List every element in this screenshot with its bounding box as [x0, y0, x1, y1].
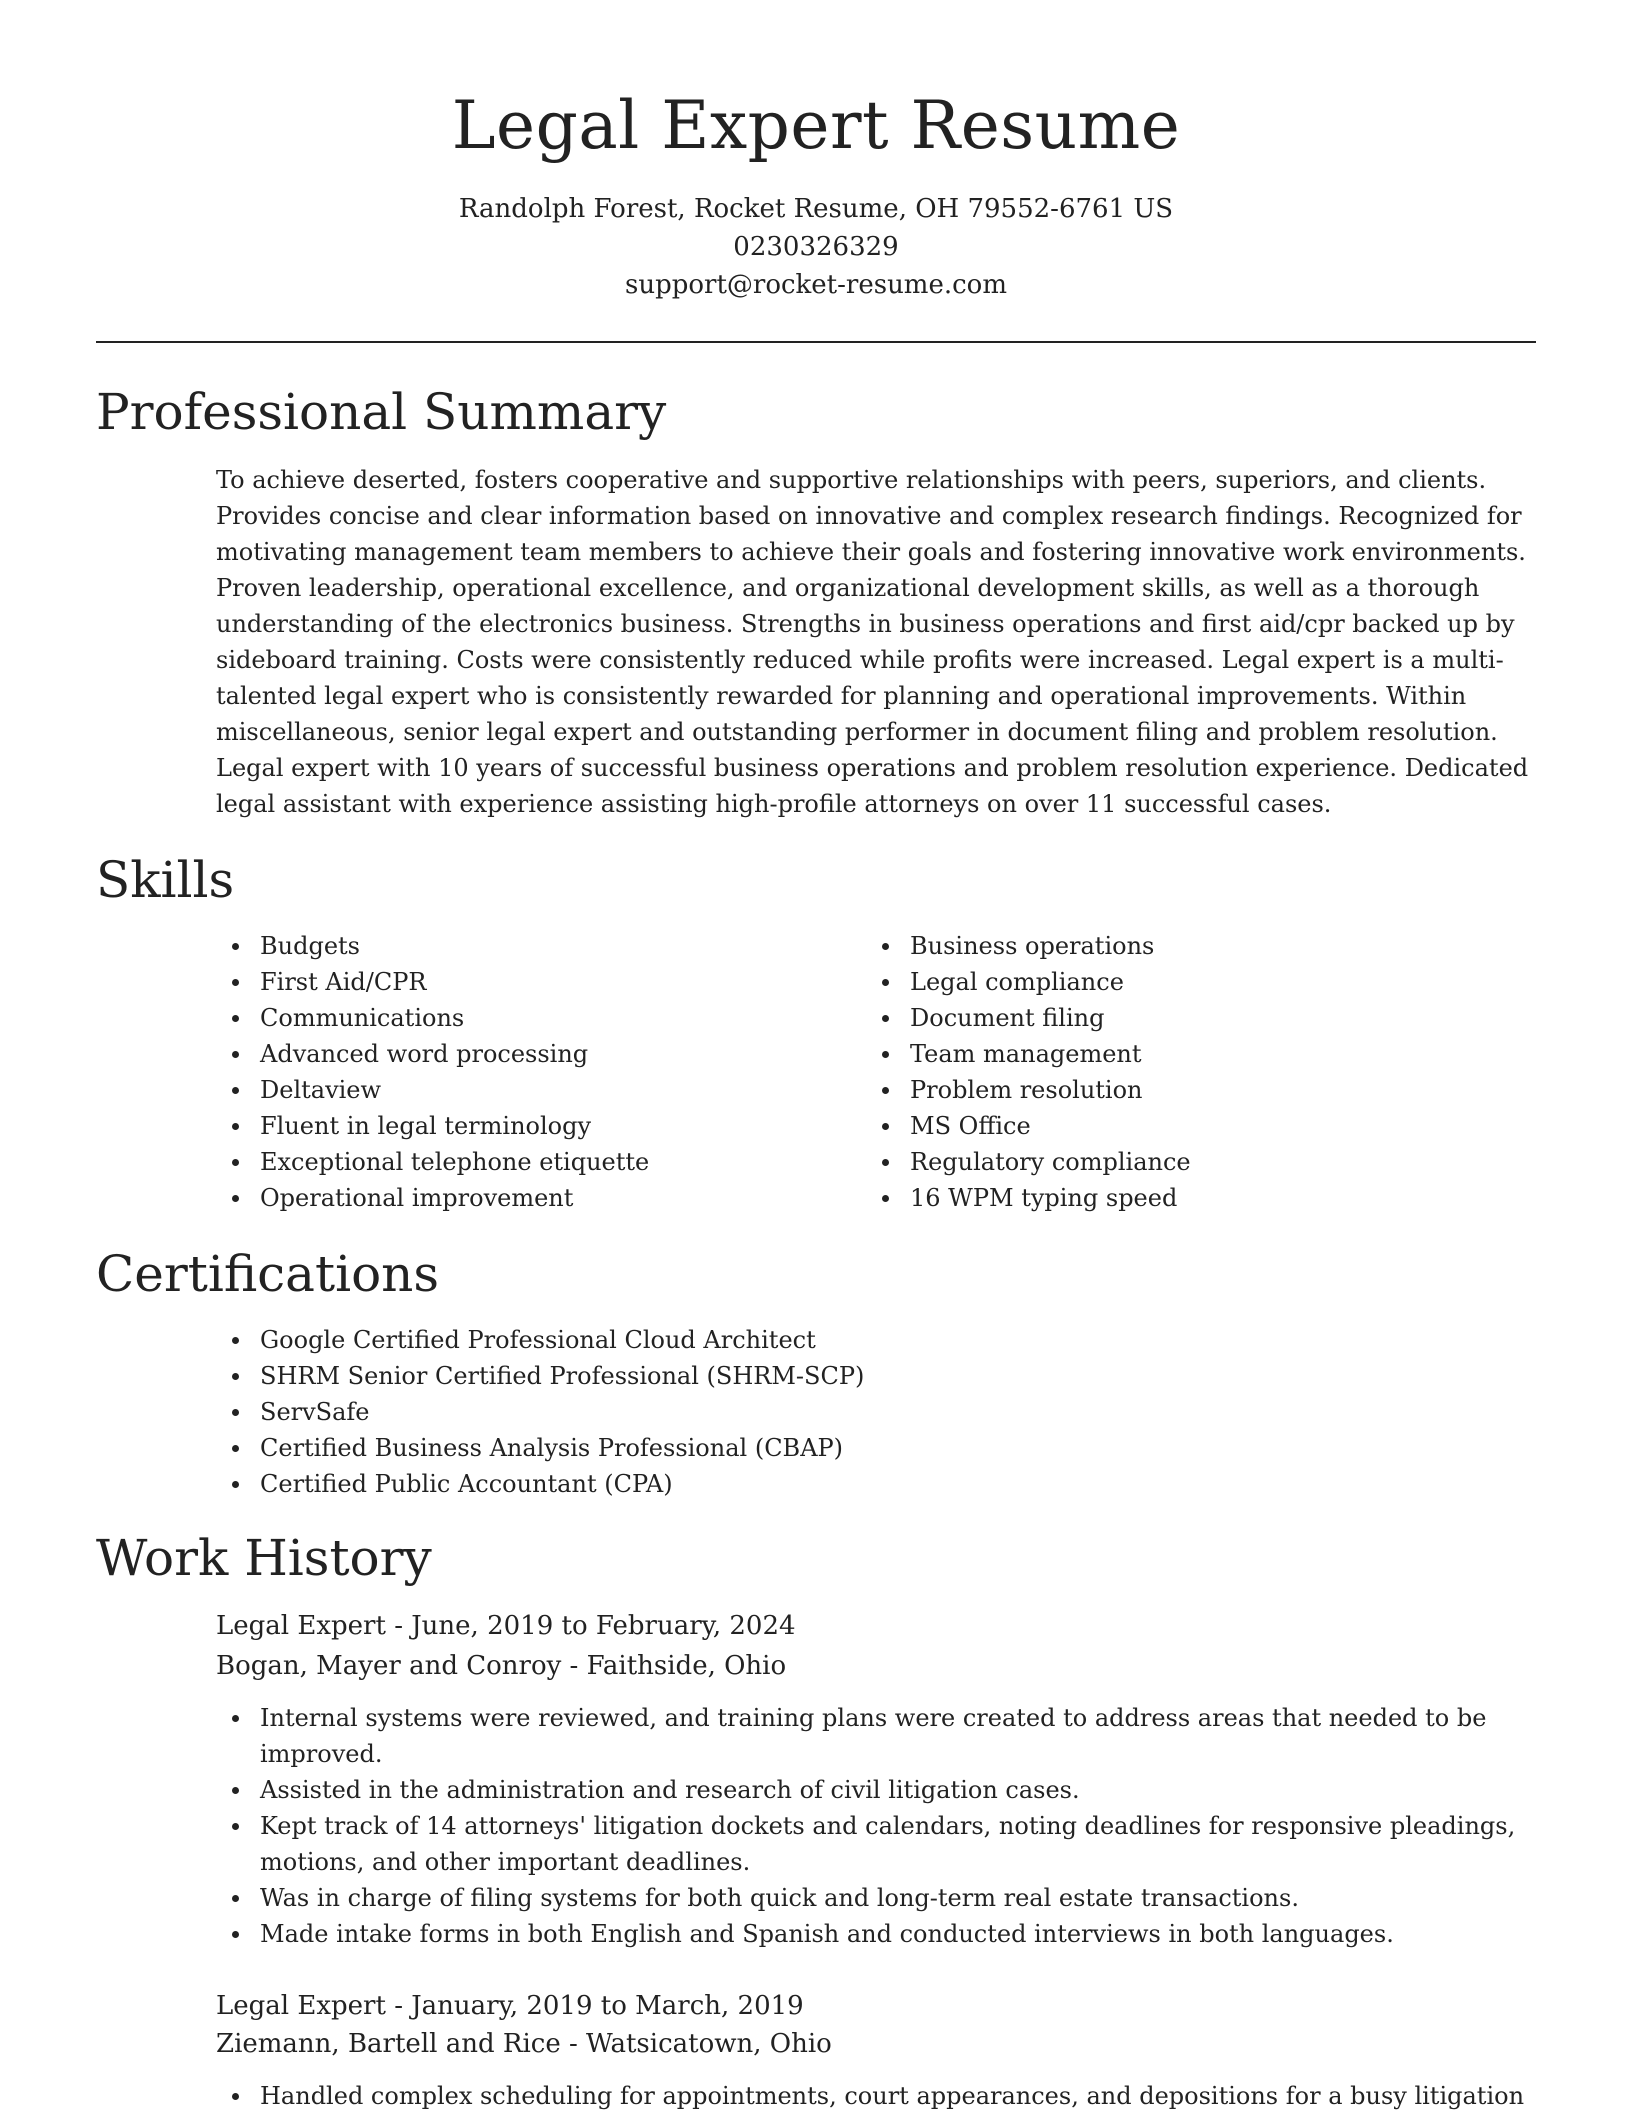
resume-header [0, 0, 1632, 304]
job-role-line: Legal Expert - January, 2019 to March, 2019 [216, 1991, 804, 2021]
header-divider [96, 341, 1536, 343]
list-item: Problem resolution [866, 1072, 1506, 1108]
list-item: Business operations [866, 928, 1506, 964]
list-item: Handled complex scheduling for appointments, court appearances, and depositions for a busy litigation [216, 2078, 1536, 2114]
section-heading-work-history: Work History [96, 1529, 432, 1587]
list-item: Legal compliance [866, 964, 1506, 1000]
job-company-line: Ziemann, Bartell and Rice - Watsicatown, Ohio [216, 2029, 832, 2059]
job-bullets [216, 2078, 1536, 2114]
list-item: Advanced word processing [216, 1036, 816, 1072]
list-item: Google Certified Professional Cloud Architect [216, 1322, 1536, 1358]
job-role-line: Legal Expert - June, 2019 to February, 2024 [216, 1611, 796, 1641]
list-item: Exceptional telephone etiquette [216, 1144, 816, 1180]
list-item: Certified Public Accountant (CPA) [216, 1466, 1536, 1502]
section-heading-certifications: Certifications [96, 1245, 440, 1303]
job-bullets [216, 1700, 1536, 1952]
contact-info [0, 190, 1632, 304]
list-item: Budgets [216, 928, 816, 964]
skills-list-left [216, 928, 816, 1216]
list-item: Assisted in the administration and research of civil litigation cases. [216, 1772, 1536, 1808]
list-item: Deltaview [216, 1072, 816, 1108]
section-heading-skills: Skills [96, 851, 235, 909]
list-item: Team management [866, 1036, 1506, 1072]
contact-phone: 0230326329 [733, 232, 899, 262]
contact-email: support@rocket-resume.com [624, 270, 1007, 300]
list-item: Regulatory compliance [866, 1144, 1506, 1180]
summary-text: To achieve deserted, fosters cooperative and supportive relationships with peers, superiors, and clients. Provides concise and clear information based on innovative and complex research findings. Recognized for motivating management team members to achieve their goals and fostering innovative work environments. Proven leadership, operational excellence, and organizational development skills, as well as a thorough understanding of the electronics business. Strengths in business operations and first aid/cpr backed up by sideboard training. Costs were consistently reduced while profits were increased. Legal expert is a multi-talented legal expert who is consistently rewarded for planning and operational improvements. Within miscellaneous, senior legal expert and outstanding performer in document filing and problem resolution. Legal expert with 10 years of successful business operations and problem resolution experience. Dedicated legal assistant with experience assisting high-profile attorneys on over 11 successful cases. [216, 466, 1529, 818]
list-item: Internal systems were reviewed, and training plans were created to address areas that needed to be improved. [216, 1700, 1536, 1772]
list-item: SHRM Senior Certified Professional (SHRM-SCP) [216, 1358, 1536, 1394]
list-item: Certified Business Analysis Professional (CBAP) [216, 1430, 1536, 1466]
list-item: 16 WPM typing speed [866, 1180, 1506, 1216]
list-item: ServSafe [216, 1394, 1536, 1430]
list-item: Made intake forms in both English and Spanish and conducted interviews in both languages. [216, 1916, 1536, 1952]
page-title: Legal Expert Resume [451, 87, 1181, 164]
contact-address: Randolph Forest, Rocket Resume, OH 79552-6761 US [458, 194, 1174, 224]
section-heading-summary: Professional Summary [96, 383, 667, 441]
job-company-line: Bogan, Mayer and Conroy - Faithside, Ohio [216, 1651, 787, 1681]
certifications-list [216, 1322, 1536, 1502]
list-item: Was in charge of filing systems for both quick and long-term real estate transactions. [216, 1880, 1536, 1916]
list-item: Kept track of 14 attorneys' litigation dockets and calendars, noting deadlines for responsive pleadings, motions, and other important deadlines. [216, 1808, 1536, 1880]
list-item: First Aid/CPR [216, 964, 816, 1000]
list-item: Communications [216, 1000, 816, 1036]
skills-list-right [866, 928, 1506, 1216]
list-item: Document filing [866, 1000, 1506, 1036]
list-item: Fluent in legal terminology [216, 1108, 816, 1144]
list-item: MS Office [866, 1108, 1506, 1144]
list-item: Operational improvement [216, 1180, 816, 1216]
